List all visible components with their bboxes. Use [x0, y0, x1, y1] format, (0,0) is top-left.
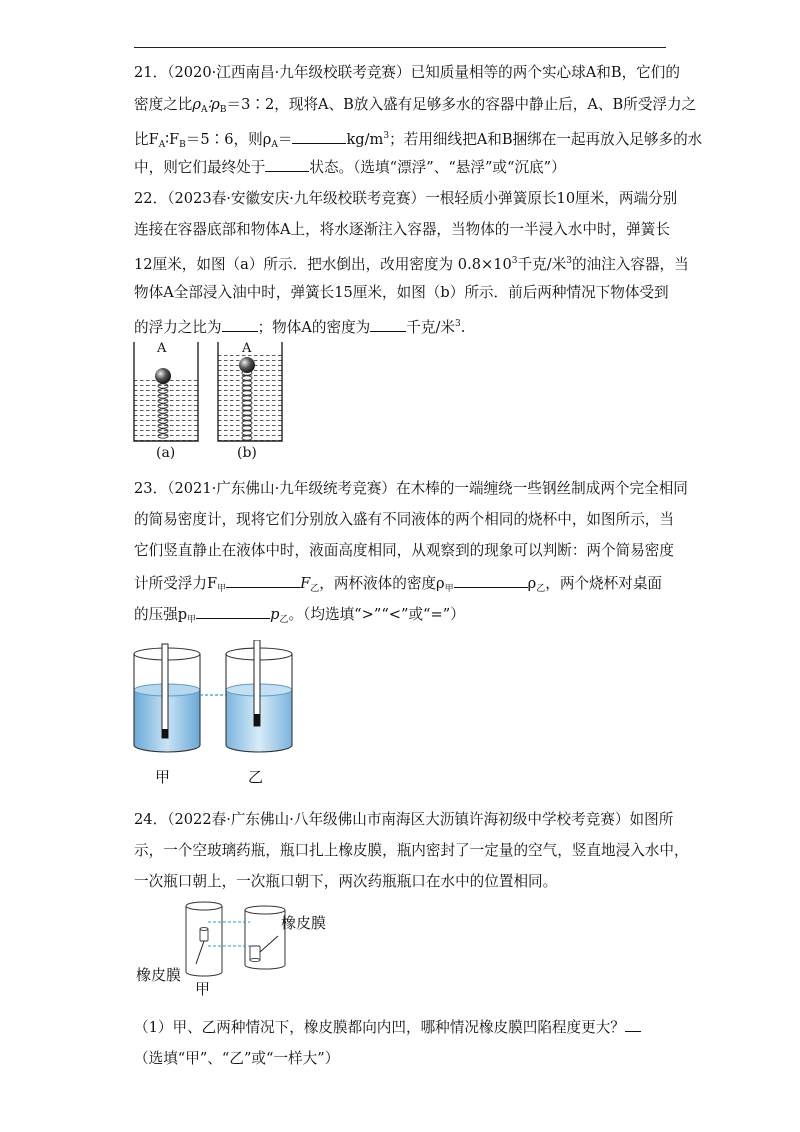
hydrometer-figure: [128, 640, 308, 762]
q23-line-2: 的简易密度计，现将它们分别放入盛有不同液体的两个相同的烧杯中，如图所示，当: [134, 511, 674, 528]
q22-line-3: 12厘米，如图（a）所示．把水倒出，改用密度为 $0.8\times 10^3$千克/米$^3$的油注入容器，当: [134, 256, 689, 273]
spring-figure: [128, 338, 288, 463]
vial-yi: [250, 946, 260, 962]
caption-jia: 甲: [155, 768, 171, 786]
q24-line-2: 示，一个空玻璃药瓶，瓶口扎上橡皮膜，瓶内密封了一定量的空气，竖直地浸入水中，: [134, 842, 689, 859]
q21-line-1: 21．（2020·江西南昌·九年级校联考竞赛）已知质量相等的两个实心球A和B，它们的: [134, 64, 680, 81]
answer-blank[interactable]: [370, 317, 406, 332]
q22-line-5: 的浮力之比为 ；物体A的密度为 千克/米$^3$.: [134, 319, 466, 336]
beaker-yi: [226, 640, 292, 752]
label-pointer-left: [196, 941, 204, 964]
q23-line-1: 23．（2021·广东佛山·九年级统考竞赛）在木棒的一端缠绕一些钢丝制成两个完全相同: [134, 480, 688, 497]
q24-line-1: 24．（2022春·广东佛山·八年级佛山市南海区大沥镇许海初级中学校考竞赛）如图所: [134, 811, 674, 828]
vial-jia: [200, 928, 208, 941]
answer-blank[interactable]: [292, 129, 346, 144]
q21-line-3: 比$F_A∶F_B=5∶6$，则$\rho_A= kg/m^3$；若用细线把A和B捆绑在一起再放入足够多的水: [134, 131, 703, 150]
label-pointer-right: [260, 936, 278, 952]
answer-blank[interactable]: [265, 157, 309, 172]
answer-blank[interactable]: [196, 604, 270, 619]
answer-blank[interactable]: [222, 317, 258, 332]
caption-a: (a): [156, 445, 176, 461]
q23-line-3: 它们竖直静止在液体中时，液面高度相同，从观察到的现象可以判断：两个简易密度: [134, 542, 674, 559]
q22-line-2: 连接在容器底部和物体A上，将水逐渐注入容器，当物体的一半浸入水中时，弹簧长: [134, 221, 670, 238]
q22-line-4: 物体A全部浸入油中时，弹簧长15厘米，如图（b）所示．前后两种情况下物体受到: [134, 284, 669, 301]
fig-label-a-ball: A: [157, 341, 167, 356]
answer-blank[interactable]: [454, 573, 528, 588]
label-rubber-membrane-left: 橡皮膜: [136, 966, 182, 984]
caption-yi: 乙: [248, 768, 264, 786]
q21-line-4: 中，则它们最终处于 状态。（选填“漂浮”、“悬浮”或“沉底”）: [134, 159, 566, 176]
beaker-jia: [134, 644, 200, 752]
fig-label-b-ball: A: [242, 341, 252, 356]
caption-jia-24: 甲: [195, 980, 211, 998]
container-b: [218, 342, 282, 441]
q24-sub-1: （1）甲、乙两种情况下，橡皮膜都向内凹，哪种情况橡皮膜凹陷程度更大？: [134, 1017, 641, 1038]
container-a: [134, 342, 198, 441]
q23-line-5: 的压强$p_甲$ $p_乙$。（均选填“>”“<”或“=”）: [134, 606, 465, 625]
answer-blank[interactable]: [226, 573, 300, 588]
caption-b: (b): [237, 445, 257, 461]
header-rule: [134, 47, 666, 48]
q24-sub-1-options: （选填“甲”、“乙”或“一样大”）: [134, 1050, 340, 1067]
q21-line-2: 密度之比$\rho_A∶\rho_B=3∶2$，现将A、B放入盛有足够多水的容器中静止后，A、B所受浮力之: [134, 96, 697, 115]
q24-line-3: 一次瓶口朝上，一次瓶口朝下，两次药瓶瓶口在水中的位置相同。: [134, 873, 558, 890]
q23-line-4: 计所受浮力$F_甲$ $F_乙$，两杯液体的密度$\rho_甲$ $\rho_乙$，两个烧杯对桌面: [134, 575, 663, 594]
label-rubber-membrane-right: 橡皮膜: [281, 914, 327, 932]
answer-blank[interactable]: [625, 1017, 641, 1032]
q22-line-1: 22．（2023春·安徽安庆·九年级校联考竞赛）一根轻质小弹簧原长10厘米，两端分别: [134, 190, 678, 207]
